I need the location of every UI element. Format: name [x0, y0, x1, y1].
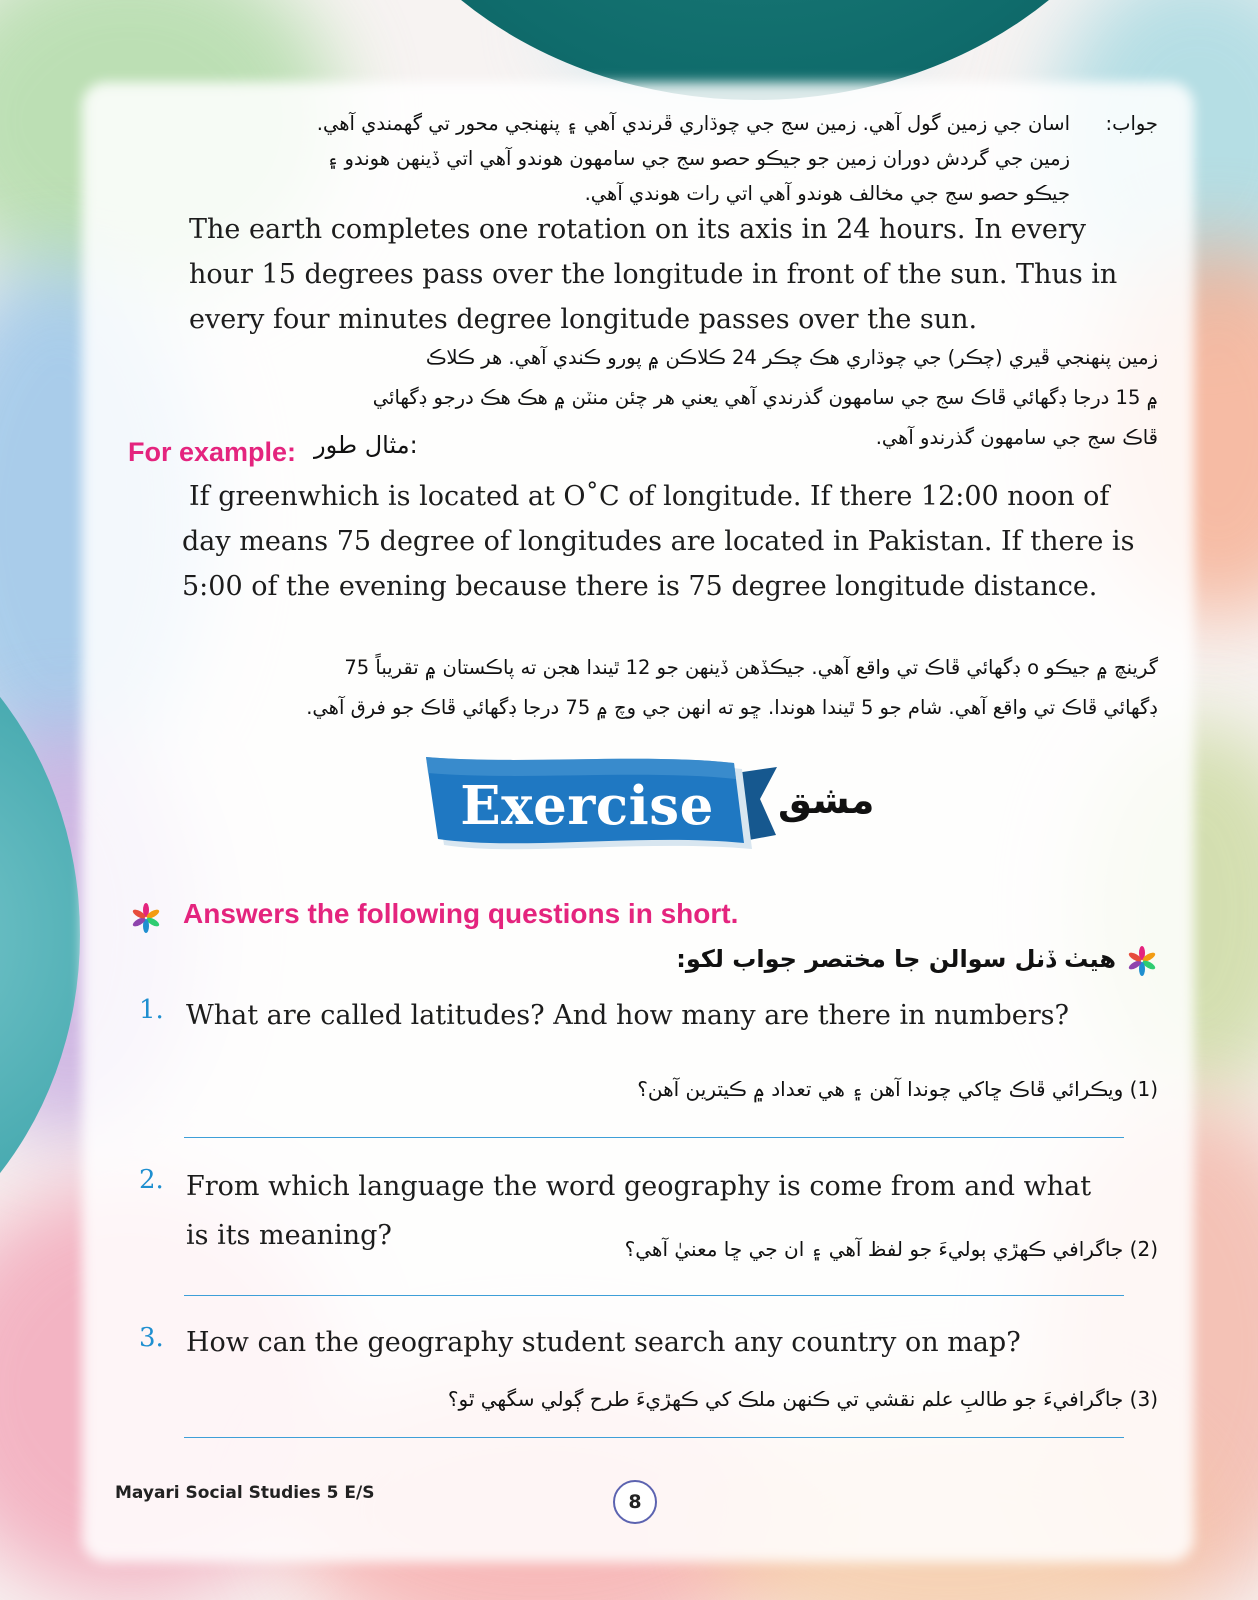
paragraph-line: day means 75 degree of longitudes are located in Pakistan. If there is — [182, 526, 1135, 557]
question-1-en — [186, 993, 1146, 1038]
paragraph-line: 5:00 of the evening because there is 75 degree longitude distance. — [182, 571, 1098, 602]
flower-star-icon — [131, 903, 161, 933]
paragraph-line: ڊگهائي ڦاڪ تي واقع آهي. شام جو 5 ٿيندا هوندا. ڇو ته انهن جي وچ ۾ 75 درجا ڊگهائي ڦاڪ جو فرق آهي. — [306, 696, 1158, 719]
question-1-sd: (1) ويڪرائي ڦاڪ ڇاکي چوندا آهن ۽ هي تعداد ۾ ڪيترين آهن؟ — [637, 1077, 1158, 1101]
example-label-en: For example: — [128, 437, 297, 467]
answer-line-1[interactable] — [184, 1137, 1124, 1138]
instruction-en: Answers the following questions in short. — [183, 898, 739, 929]
question-line: is its meaning? — [186, 1220, 392, 1251]
flower-star-icon — [1127, 946, 1157, 976]
example-label-sd: :مثال طور — [314, 431, 418, 459]
question-line: What are called latitudes? And how many are there in numbers? — [186, 1000, 1069, 1031]
answer-label: جواب: — [1105, 112, 1158, 135]
instruction-sd: هيٺ ڏنل سوالن جا مختصر جواب لکو: — [676, 945, 1116, 973]
paragraph-line: The earth completes one rotation on its axis in 24 hours. In every — [189, 214, 1086, 245]
question-line: From which language the word geography is come from and what — [186, 1171, 1092, 1202]
paragraph-line: ڦاڪ سج جي سامهون گذرندو آهي. — [875, 426, 1158, 449]
paragraph-line: If greenwhich is located at O˚C of longitude. If there 12:00 noon of — [189, 481, 1110, 512]
answer-line: اسان جي زمين گول آهي. زمين سج جي چوڌاري ڦرندي آهي ۽ پنهنجي محور تي گهمندي آهي. — [316, 112, 1070, 135]
paragraph-line: every four minutes degree longitude passes over the sun. — [189, 304, 978, 335]
paragraph-line: گرينچ ۾ جيڪو o ڊگهائي ڦاڪ تي واقع آهي. جيڪڏهن ڏينهن جو 12 ٿيندا هجن ته پاڪستان ۾ تقريباً 75 — [344, 656, 1158, 679]
question-3-en — [186, 1320, 1146, 1365]
answer-line-3[interactable] — [184, 1437, 1124, 1438]
question-line: How can the geography student search any country on map? — [186, 1327, 1021, 1358]
page-number: 8 — [613, 1480, 657, 1524]
paragraph-line: زمين پنهنجي ڦيري (چڪر) جي چوڌاري هڪ چڪر 24 ڪلاڪن ۾ پورو ڪندي آهي. هر ڪلاڪ — [425, 346, 1158, 369]
paragraph-line: ۾ 15 درجا ڊگهائي ڦاڪ سج جي سامهون گذرندي آهي يعني هر چئن منٽن ۾ هڪ هڪ درجو ڊگهائي — [372, 386, 1158, 409]
answer-text — [115, 106, 1070, 211]
book-title: Mayari Social Studies 5 E/S — [115, 1483, 375, 1503]
answer-line: جيڪو حصو سج جي مخالف هوندو آهي اتي رات هوندي آهي. — [584, 182, 1070, 205]
question-2-sd: (2) جاگرافي ڪهڙي ٻوليءَ جو لفظ آهي ۽ ان جي ڇا معنيٰ آهي؟ — [624, 1237, 1158, 1261]
answer-line-2[interactable] — [184, 1295, 1124, 1296]
example-paragraph-en — [182, 474, 1192, 609]
answer-line: زمين جي گردش دوران زمين جو جيڪو حصو سج جي سامهون هوندو آهي اتي ڏينهن هوندو ۽ — [326, 147, 1070, 170]
question-number: 2. — [139, 1165, 164, 1195]
exercise-banner — [422, 753, 782, 865]
paragraph-line: hour 15 degrees pass over the longitude in front of the sun. Thus in — [189, 259, 1118, 290]
exercise-title-en: Exercise — [460, 775, 714, 837]
question-3-sd: (3) جاگرافيءَ جو طالبِ علم نقشي تي ڪنهن ملڪ کي ڪهڙيءَ طرح ڳولي سگهي ٿو؟ — [447, 1387, 1158, 1411]
question-number: 1. — [139, 995, 164, 1025]
exercise-title-sd: مشق — [778, 778, 875, 822]
rotation-paragraph-en — [189, 207, 1189, 342]
example-paragraph-sd — [118, 648, 1158, 728]
question-number: 3. — [139, 1323, 164, 1353]
